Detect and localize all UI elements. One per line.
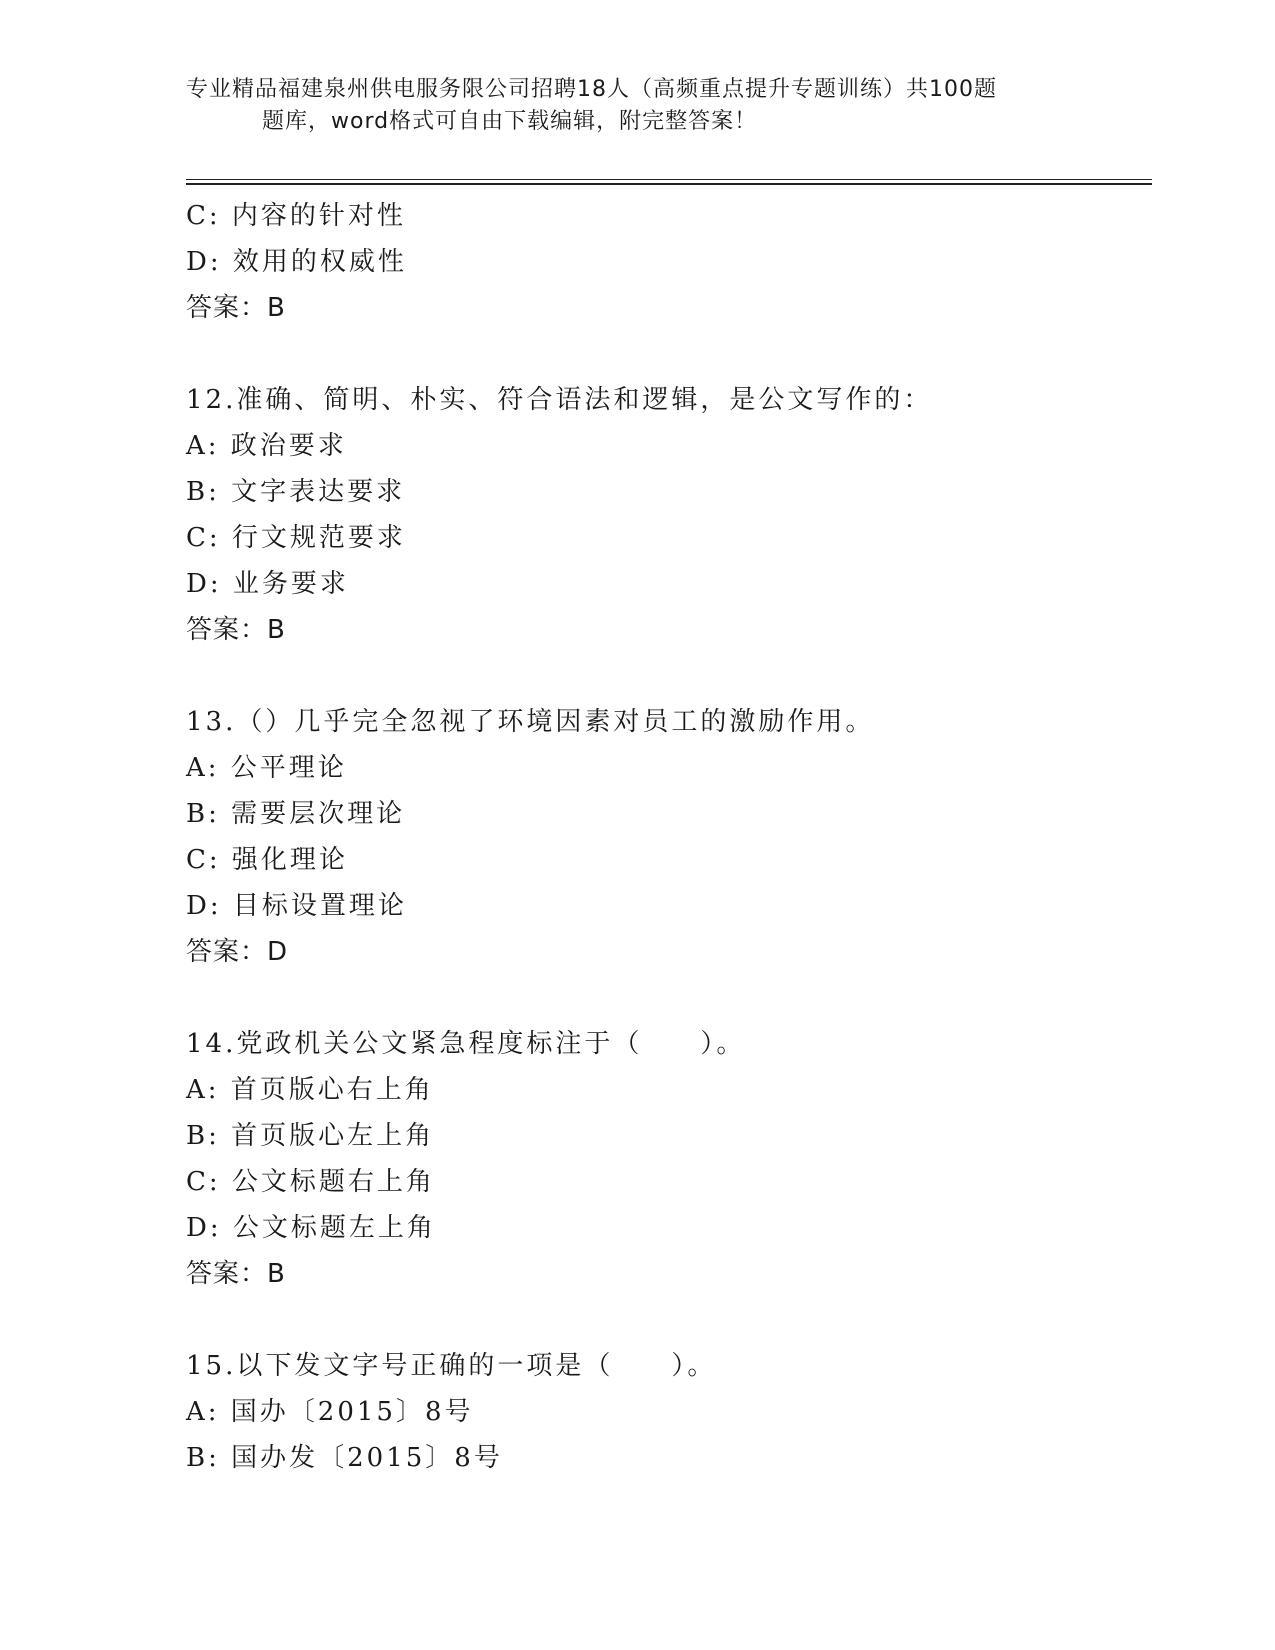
answer-text: 答案：B — [186, 1259, 286, 1289]
option-text: C: 公文标题右上角 — [186, 1167, 435, 1197]
document-header — [186, 74, 1086, 138]
spacer — [186, 653, 1152, 699]
option-text: A: 国办〔2015〕8号 — [186, 1397, 474, 1427]
option-text: C: 强化理论 — [186, 845, 348, 875]
question-text: 15.以下发文字号正确的一项是（ ）。 — [186, 1351, 717, 1381]
header-rule-thin — [186, 179, 1152, 180]
option-text: D: 业务要求 — [186, 569, 349, 599]
spacer — [186, 975, 1152, 1021]
spacer — [186, 331, 1152, 377]
question-text: 14.党政机关公文紧急程度标注于（ ）。 — [186, 1029, 746, 1059]
answer-text: 答案：B — [186, 293, 286, 323]
spacer — [186, 1297, 1152, 1343]
option-text: A: 政治要求 — [186, 431, 347, 461]
option-text: C: 行文规范要求 — [186, 523, 406, 553]
question-text: 13.（）几乎完全忽视了环境因素对员工的激励作用。 — [186, 707, 875, 737]
option-text: B: 需要层次理论 — [186, 799, 406, 829]
option-text: B: 国办发〔2015〕8号 — [186, 1443, 503, 1473]
answer-text: 答案：B — [186, 615, 286, 645]
option-text: A: 首页版心右上角 — [186, 1075, 434, 1105]
option-text: C: 内容的针对性 — [186, 201, 406, 231]
option-text: B: 首页版心左上角 — [186, 1121, 435, 1151]
header-rule-thick — [186, 183, 1152, 185]
option-text: B: 文字表达要求 — [186, 477, 406, 507]
option-text: D: 目标设置理论 — [186, 891, 407, 921]
document-title-line-2: 题库，word格式可自由下载编辑，附完整答案！ — [262, 109, 758, 134]
question-list — [186, 193, 1152, 1481]
document-title-line-1: 专业精品福建泉州供电服务限公司招聘18人（高频重点提升专题训练）共100题 — [186, 77, 997, 102]
option-text: D: 效用的权威性 — [186, 247, 407, 277]
option-text: A: 公平理论 — [186, 753, 347, 783]
answer-text: 答案：D — [186, 937, 289, 967]
option-text: D: 公文标题左上角 — [186, 1213, 436, 1243]
question-text: 12.准确、简明、朴实、符合语法和逻辑，是公文写作的： — [186, 385, 933, 415]
